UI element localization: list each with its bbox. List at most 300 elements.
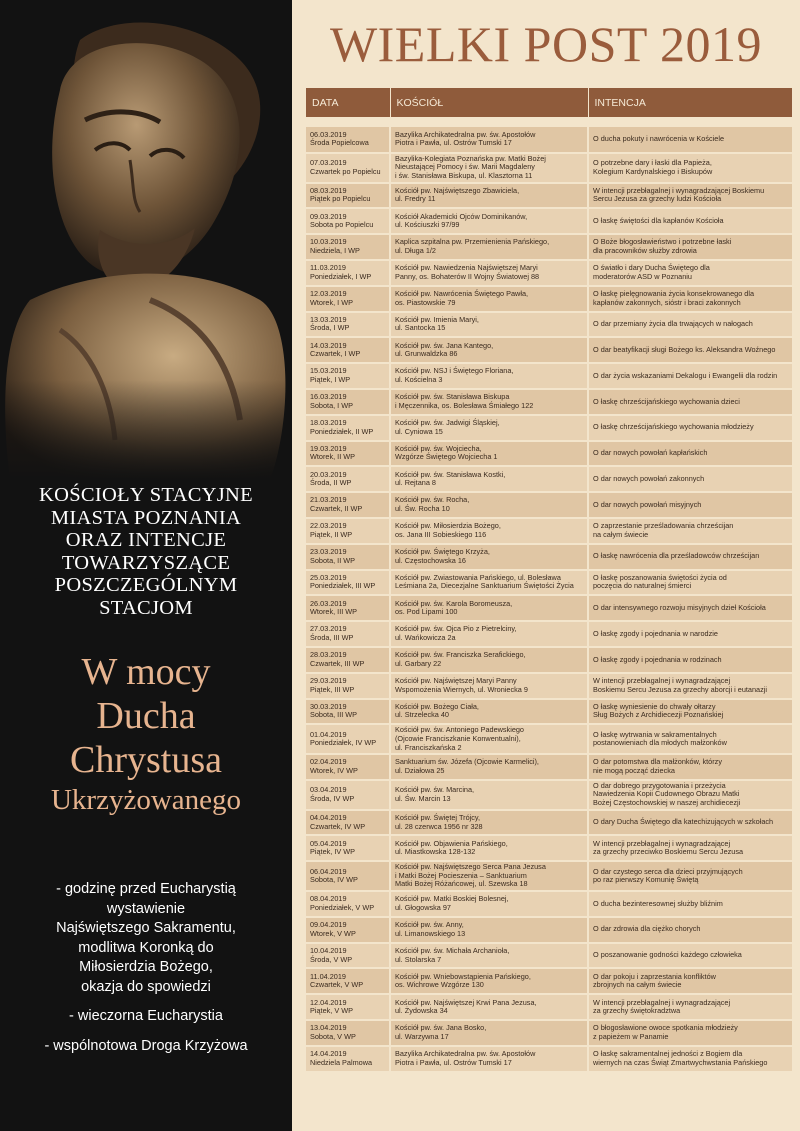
church-cell [390, 943, 588, 969]
date-cell [306, 466, 390, 492]
church-cell [390, 183, 588, 209]
intention-cell-line: W intencji przebłagalnej i wynagradzającej [593, 997, 731, 1007]
church-cell-line: ul. Cyniowa 15 [395, 426, 443, 436]
church-cell [390, 415, 588, 441]
date-cell-line: Poniedziałek, II WP [310, 426, 374, 436]
program-line: modlitwa Koronką do [78, 939, 214, 956]
date-cell-line: 07.03.2019 [310, 158, 347, 168]
church-cell-line: Kościół Akademicki Ojców Dominikanów, [395, 211, 528, 221]
date-cell-line: 14.03.2019 [310, 340, 347, 350]
schedule-table [306, 88, 792, 1073]
intention-cell-line: Bożej Częstochowskiej w naszej archidiecezji [593, 798, 741, 808]
program-info [10, 880, 282, 1066]
intention-cell-line: O łaskę sakramentalnej jedności z Bogiem dla [593, 1049, 743, 1059]
date-cell-line: 20.03.2019 [310, 469, 347, 479]
date-cell-line: Wtorek, III WP [310, 607, 358, 617]
church-cell-line: Kościół pw. Najświętszego Zbawiciela, [395, 185, 520, 195]
date-cell-line: 21.03.2019 [310, 495, 347, 505]
date-cell-line: 13.03.2019 [310, 314, 347, 324]
church-cell-line: Kościół pw. Matki Boskiej Bolesnej, [395, 894, 509, 904]
church-cell-line: Panny, os. Bohaterów II Wojny Światowej 88 [395, 271, 540, 281]
intention-cell-line: O dar intensywnego rozwoju misyjnych dzieł Kościoła [593, 602, 766, 612]
intention-cell-line: O dar życia wskazaniami Dekalogu i Ewangelii dla rodzin [593, 370, 778, 380]
church-cell [390, 544, 588, 570]
date-cell-line: Poniedziałek, I WP [310, 271, 372, 281]
intention-cell-line: za grzechy świętokradztwa [593, 1006, 681, 1016]
intention-cell [588, 891, 792, 917]
intention-cell [588, 647, 792, 673]
date-cell-line: 06.03.2019 [310, 129, 347, 139]
date-cell [306, 286, 390, 312]
intention-cell [588, 260, 792, 286]
church-cell-line: Kościół pw. św. Marcina, [395, 785, 475, 795]
intention-cell-line: O poszanowanie godności każdego człowieka [593, 950, 742, 960]
church-cell [390, 647, 588, 673]
date-cell-line: 23.03.2019 [310, 547, 347, 557]
church-cell-line: i św. Stanisława Biskupa, ul. Klasztorna 11 [395, 170, 533, 180]
date-cell-line: Piątek, I WP [310, 375, 351, 385]
date-cell-line: 05.04.2019 [310, 838, 347, 848]
motto-line: Ukrzyżowanego [50, 784, 242, 816]
date-cell [306, 153, 390, 183]
intention-cell-line: O dar potomstwa dla małżonków, którzy [593, 757, 722, 767]
table-row [306, 994, 792, 1020]
date-cell-line: 08.04.2019 [310, 894, 347, 904]
intention-cell [588, 363, 792, 389]
intention-cell-line: nie mogą począć dziecka [593, 765, 675, 775]
table-row [306, 647, 792, 673]
church-cell-line: ul. Strzelecka 40 [395, 710, 449, 720]
date-cell-line: 16.03.2019 [310, 392, 347, 402]
intention-cell [588, 1020, 792, 1046]
column-header-church: KOŚCIÓŁ [390, 88, 588, 117]
church-cell [390, 835, 588, 861]
table-row [306, 835, 792, 861]
intention-cell-line: O zaprzestanie prześladowania chrześcijan [593, 521, 734, 531]
church-cell-line: ul. Działowa 25 [395, 765, 445, 775]
church-cell-line: ul. Santocka 15 [395, 323, 446, 333]
intention-cell [588, 441, 792, 467]
intention-cell-line: O łaskę świętości dla kapłanów Kościoła [593, 215, 724, 225]
intention-cell [588, 466, 792, 492]
intention-cell [588, 127, 792, 153]
church-cell [390, 673, 588, 699]
intention-cell-line: Kolegium Kardynalskiego i Biskupów [593, 166, 713, 176]
date-cell-line: 25.03.2019 [310, 572, 347, 582]
date-cell-line: 26.03.2019 [310, 598, 347, 608]
table-row [306, 724, 792, 754]
table-row [306, 127, 792, 153]
date-cell-line: 01.04.2019 [310, 729, 347, 739]
table-row [306, 183, 792, 209]
church-cell-line: ul. Głogowska 97 [395, 902, 451, 912]
date-cell [306, 127, 390, 153]
date-cell-line: Sobota, III WP [310, 710, 358, 720]
intention-cell [588, 994, 792, 1020]
date-cell [306, 1020, 390, 1046]
church-cell [390, 724, 588, 754]
intention-cell-line: O dar nowych powołań kapłańskich [593, 448, 708, 458]
date-cell-line: Wtorek, IV WP [310, 765, 358, 775]
motto-line: Ducha [96, 695, 196, 737]
intention-cell [588, 183, 792, 209]
church-cell [390, 389, 588, 415]
church-cell [390, 754, 588, 780]
church-cell [390, 810, 588, 836]
intention-cell [588, 724, 792, 754]
date-cell [306, 754, 390, 780]
date-cell [306, 441, 390, 467]
intention-cell [588, 621, 792, 647]
intention-cell [588, 544, 792, 570]
table-row [306, 492, 792, 518]
motto-line: W mocy [81, 651, 211, 693]
intention-cell-line: O łaskę zgody i pojednania w narodzie [593, 628, 718, 638]
date-cell-line: 15.03.2019 [310, 366, 347, 376]
church-cell [390, 1046, 588, 1072]
intention-cell-line: kapłanów zakonnych, sióstr i braci zakonnych [593, 297, 741, 307]
church-cell [390, 861, 588, 891]
date-cell-line: 06.04.2019 [310, 866, 347, 876]
date-cell [306, 337, 390, 363]
table-row [306, 260, 792, 286]
program-line: okazja do spowiedzi [81, 978, 211, 995]
intention-cell-line: W intencji przebłagalnej i wynagradzającej [593, 838, 731, 848]
date-cell-line: 29.03.2019 [310, 676, 347, 686]
church-cell-line: ul. Kościuszki 97/99 [395, 220, 460, 230]
church-cell-line: Kościół pw. Najświętszej Krwi Pana Jezusa, [395, 997, 537, 1007]
church-cell [390, 780, 588, 810]
church-cell-line: ul. Długa 1/2 [395, 246, 436, 256]
church-cell [390, 917, 588, 943]
church-cell-line: Kaplica szpitalna pw. Przemienienia Pańskiego, [395, 237, 550, 247]
stations-heading-line: TOWARZYSZĄCE [61, 551, 231, 574]
intention-cell-line: O dar nowych powołań zakonnych [593, 473, 705, 483]
church-cell-line: Kościół pw. św. Jana Bosko, [395, 1023, 487, 1033]
date-cell-line: Piątek, IV WP [310, 847, 356, 857]
date-cell-line: 03.04.2019 [310, 785, 347, 795]
date-cell-line: Poniedziałek, V WP [310, 902, 375, 912]
date-cell-line: 09.03.2019 [310, 211, 347, 221]
church-cell [390, 441, 588, 467]
date-cell-line: Środa, IV WP [310, 793, 355, 803]
date-cell-line: Sobota, I WP [310, 400, 353, 410]
church-cell [390, 699, 588, 725]
church-cell-line: ul. Św. Marcin 13 [395, 793, 451, 803]
date-cell-line: Poniedziałek, IV WP [310, 738, 377, 748]
church-cell-line: Kościół pw. św. Rocha, [395, 495, 470, 505]
date-cell [306, 234, 390, 260]
church-cell-line: os. Piastowskie 79 [395, 297, 456, 307]
church-cell [390, 127, 588, 153]
table-row [306, 415, 792, 441]
church-cell-line: ul. Kościelna 3 [395, 375, 443, 385]
date-cell [306, 968, 390, 994]
intention-cell-line: Sercu Jezusa za grzechy ludzi Kościoła [593, 194, 722, 204]
intention-cell [588, 595, 792, 621]
program-line: Miłosierdzia Bożego, [79, 959, 213, 975]
church-cell [390, 260, 588, 286]
date-cell [306, 780, 390, 810]
date-cell [306, 570, 390, 596]
intention-cell-line: O łaskę wytrwania w sakramentalnych [593, 729, 717, 739]
date-cell [306, 595, 390, 621]
table-row [306, 780, 792, 810]
date-cell [306, 1046, 390, 1072]
church-cell-line: Piotra i Pawła, ul. Ostrów Tumski 17 [395, 1057, 512, 1067]
date-cell-line: 02.04.2019 [310, 757, 347, 767]
table-row [306, 337, 792, 363]
date-cell-line: Piątek, III WP [310, 684, 355, 694]
date-cell-line: 10.03.2019 [310, 237, 347, 247]
church-cell-line: Bazylika-Kolegiata Poznańska pw. Matki Bożej [395, 153, 546, 163]
intention-cell [588, 943, 792, 969]
intention-cell-line: O łaskę chrześcijańskiego wychowania dzieci [593, 396, 740, 406]
church-cell [390, 208, 588, 234]
table-row [306, 673, 792, 699]
church-cell-line: Kościół pw. św. Franciszka Serafickiego, [395, 650, 526, 660]
church-cell-line: ul. Limanowskiego 13 [395, 928, 466, 938]
intention-cell [588, 389, 792, 415]
church-cell-line: Matki Bożej Różańcowej, ul. Szewska 18 [395, 879, 528, 889]
church-cell-line: Kościół pw. Imienia Maryi, [395, 314, 479, 324]
church-cell-line: ul. Żydowska 34 [395, 1006, 448, 1016]
intention-cell [588, 208, 792, 234]
table-row [306, 286, 792, 312]
intention-cell [588, 286, 792, 312]
church-cell-line: ul. 28 czerwca 1956 nr 328 [395, 821, 483, 831]
church-cell-line: Kościół pw. św. Jadwigi Śląskiej, [395, 418, 500, 428]
church-cell-line: i Matki Bożej Pocieszenia – Sanktuarium [395, 870, 527, 880]
church-cell [390, 234, 588, 260]
church-cell-line: Kościół pw. św. Anny, [395, 920, 464, 930]
church-cell-line: ul. Fredry 11 [395, 194, 436, 204]
stations-heading-line: ORAZ INTENCJE [65, 529, 227, 551]
church-cell-line: Kościół pw. NSJ i Świętego Floriana, [395, 366, 514, 376]
date-cell-line: Czwartek, III WP [310, 658, 365, 668]
date-cell-line: 08.03.2019 [310, 185, 347, 195]
church-cell-line: Sanktuarium św. Józefa (Ojcowie Karmelici), [395, 757, 539, 767]
date-cell-line: Sobota, II WP [310, 555, 356, 565]
intention-cell-line: O dar dobrego przygotowania i przeżycia [593, 780, 726, 790]
church-cell-line: Kościół pw. Objawienia Pańskiego, [395, 838, 508, 848]
date-cell-line: 09.04.2019 [310, 920, 347, 930]
table-row [306, 570, 792, 596]
date-cell [306, 621, 390, 647]
date-cell-line: Wtorek, V WP [310, 928, 356, 938]
date-cell-line: Środa Popielcowa [310, 138, 369, 148]
church-cell-line: Kościół pw. Nawiedzenia Najświętszej Maryi [395, 263, 538, 273]
intention-cell [588, 754, 792, 780]
date-cell [306, 699, 390, 725]
intention-cell-line: O łaskę nawrócenia dla prześladowców chrześcijan [593, 551, 760, 561]
intention-cell-line: O łaskę wyniesienie do chwały ołtarzy [593, 701, 716, 711]
church-cell-line: ul. Franciszkańska 2 [395, 742, 462, 752]
church-cell [390, 518, 588, 544]
church-cell-line: Kościół pw. św. Ojca Pio z Pietrelciny, [395, 624, 517, 634]
church-cell-line: Kościół pw. św. Michała Archanioła, [395, 945, 510, 955]
date-cell [306, 810, 390, 836]
date-cell-line: Środa, V WP [310, 954, 353, 964]
intention-cell-line: O dar przemiany życia dla trwających w nałogach [593, 319, 753, 329]
date-cell [306, 518, 390, 544]
church-cell-line: Kościół pw. św. Jana Kantego, [395, 340, 494, 350]
table-row [306, 389, 792, 415]
church-cell-line: Bazylika Archikatedralna pw. św. Apostołów [395, 129, 536, 139]
program-line: - wspólnotowa Droga Krzyżowa [44, 1037, 248, 1054]
date-cell [306, 544, 390, 570]
program-item-eucharist [10, 1007, 282, 1027]
motto [0, 650, 292, 818]
church-cell-line: os. Wichrowe Wzgórze 130 [395, 980, 484, 990]
date-cell [306, 260, 390, 286]
intention-cell [588, 835, 792, 861]
church-cell [390, 595, 588, 621]
intention-cell [588, 312, 792, 338]
intention-cell [588, 917, 792, 943]
intention-cell-line: O ducha bezinteresownej służby bliźnim [593, 898, 723, 908]
intention-cell-line: poczęcia do naturalnej śmierci [593, 581, 692, 591]
church-cell [390, 363, 588, 389]
intention-cell [588, 570, 792, 596]
date-cell [306, 312, 390, 338]
church-cell-line: Kościół pw. św. Stanisława Biskupa [395, 392, 510, 402]
column-header-intention: INTENCJA [588, 88, 792, 117]
intention-cell-line: postanowieniach dla młodych małżonków [593, 738, 727, 748]
intention-cell-line: O dar czystego serca dla dzieci przyjmujących [593, 866, 743, 876]
header-spacer [306, 117, 792, 127]
date-cell-line: 27.03.2019 [310, 624, 347, 634]
date-cell [306, 647, 390, 673]
intention-cell-line: O dar nowych powołań misyjnych [593, 499, 702, 509]
date-cell-line: Środa, III WP [310, 633, 354, 643]
intention-cell-line: wiernych na czas Świąt Zmartwychwstania Pańskiego [593, 1057, 768, 1067]
date-cell [306, 835, 390, 861]
church-cell-line: Kościół pw. Najświętszej Maryi Panny [395, 676, 517, 686]
intention-cell [588, 234, 792, 260]
table-row [306, 153, 792, 183]
church-cell-line: Kościół pw. Nawrócenia Świętego Pawła, [395, 289, 529, 299]
intention-cell [588, 337, 792, 363]
intention-cell-line: po raz pierwszy Komunię Świętą [593, 875, 699, 885]
table-row [306, 891, 792, 917]
program-line: - wieczorna Eucharystia [69, 1008, 223, 1024]
intention-cell [588, 518, 792, 544]
church-cell-line: Kościół pw. św. Antoniego Padewskiego [395, 725, 524, 735]
intention-cell-line: za grzechy przeciwko Boskiemu Sercu Jezusa [593, 847, 744, 857]
date-cell-line: Czwartek, IV WP [310, 821, 366, 831]
intention-cell-line: W intencji przebłagalnej i wynagradzającej [593, 676, 731, 686]
date-cell-line: 18.03.2019 [310, 418, 347, 428]
table-row [306, 699, 792, 725]
date-cell-line: Piątek po Popielcu [310, 194, 371, 204]
stations-heading-line: POSZCZEGÓLNYM [54, 574, 238, 596]
intention-cell-line: dla pracowników służby zdrowia [593, 246, 697, 256]
table-row [306, 518, 792, 544]
church-cell-line: ul. Rejtana 8 [395, 478, 436, 488]
right-panel [292, 0, 800, 1131]
stations-heading [10, 484, 282, 619]
date-cell [306, 891, 390, 917]
date-cell-line: 12.04.2019 [310, 997, 347, 1007]
church-cell-line: Kościół pw. św. Wojciecha, [395, 443, 482, 453]
date-cell [306, 208, 390, 234]
church-cell-line: (Ojcowie Franciszkanie Konwentualni), [395, 733, 521, 743]
table-row [306, 234, 792, 260]
date-cell-line: Sobota, IV WP [310, 875, 358, 885]
intention-cell [588, 810, 792, 836]
date-cell-line: Czwartek, II WP [310, 504, 363, 514]
table-row [306, 466, 792, 492]
intention-cell-line: O dar pokoju i zaprzestania konfliktów [593, 971, 716, 981]
intention-cell [588, 699, 792, 725]
church-cell-line: Kościół pw. św. Stanisława Kostki, [395, 469, 506, 479]
date-cell [306, 415, 390, 441]
intention-cell-line: W intencji przebłagalnej i wynagradzającej Boskiemu [593, 185, 765, 195]
date-cell [306, 994, 390, 1020]
table-row [306, 312, 792, 338]
date-cell [306, 492, 390, 518]
intention-cell [588, 780, 792, 810]
date-cell [306, 363, 390, 389]
church-cell-line: Wspomożenia Wiernych, ul. Wroniecka 9 [395, 684, 528, 694]
table-row [306, 968, 792, 994]
date-cell-line: Poniedziałek, III WP [310, 581, 376, 591]
date-cell [306, 861, 390, 891]
date-cell-line: 04.04.2019 [310, 812, 347, 822]
date-cell-line: 22.03.2019 [310, 521, 347, 531]
date-cell-line: Wtorek, I WP [310, 297, 353, 307]
date-cell-line: 19.03.2019 [310, 443, 347, 453]
date-cell [306, 724, 390, 754]
date-cell-line: Niedziela, I WP [310, 246, 360, 256]
date-cell-line: 14.04.2019 [310, 1049, 347, 1059]
intention-cell [588, 1046, 792, 1072]
intention-cell [588, 492, 792, 518]
church-cell [390, 153, 588, 183]
church-cell [390, 891, 588, 917]
date-cell [306, 183, 390, 209]
church-cell-line: Kościół pw. Miłosierdzia Bożego, [395, 521, 501, 531]
church-cell [390, 286, 588, 312]
date-cell-line: Niedziela Palmowa [310, 1057, 373, 1067]
intention-cell [588, 415, 792, 441]
date-cell-line: Środa, I WP [310, 323, 350, 333]
program-line: Najświętszego Sakramentu, [56, 920, 236, 936]
church-cell-line: Piotra i Pawła, ul. Ostrów Tumski 17 [395, 138, 512, 148]
table-row [306, 943, 792, 969]
program-item-adoration [10, 880, 282, 997]
table-row [306, 621, 792, 647]
intention-cell-line: O Boże błogosławieństwo i potrzebne łaski [593, 237, 732, 247]
stations-heading-line: KOŚCIOŁY STACYJNE [39, 484, 253, 506]
table-row [306, 208, 792, 234]
church-cell [390, 968, 588, 994]
intention-cell [588, 861, 792, 891]
table-row [306, 595, 792, 621]
date-cell-line: Czwartek po Popielcu [310, 166, 381, 176]
date-cell [306, 943, 390, 969]
table-row [306, 917, 792, 943]
church-cell [390, 492, 588, 518]
intention-cell-line: O łaskę pielęgnowania życia konsekrowanego dla [593, 289, 755, 299]
intention-cell-line: na całym świecie [593, 529, 649, 539]
church-cell-line: os. Pod Lipami 100 [395, 607, 458, 617]
date-cell-line: 11.03.2019 [310, 263, 346, 273]
intention-cell-line: Sług Bożych z Archidiecezji Poznańskiej [593, 710, 724, 720]
intention-cell [588, 673, 792, 699]
church-cell-line: Kościół pw. Bożego Ciała, [395, 701, 479, 711]
